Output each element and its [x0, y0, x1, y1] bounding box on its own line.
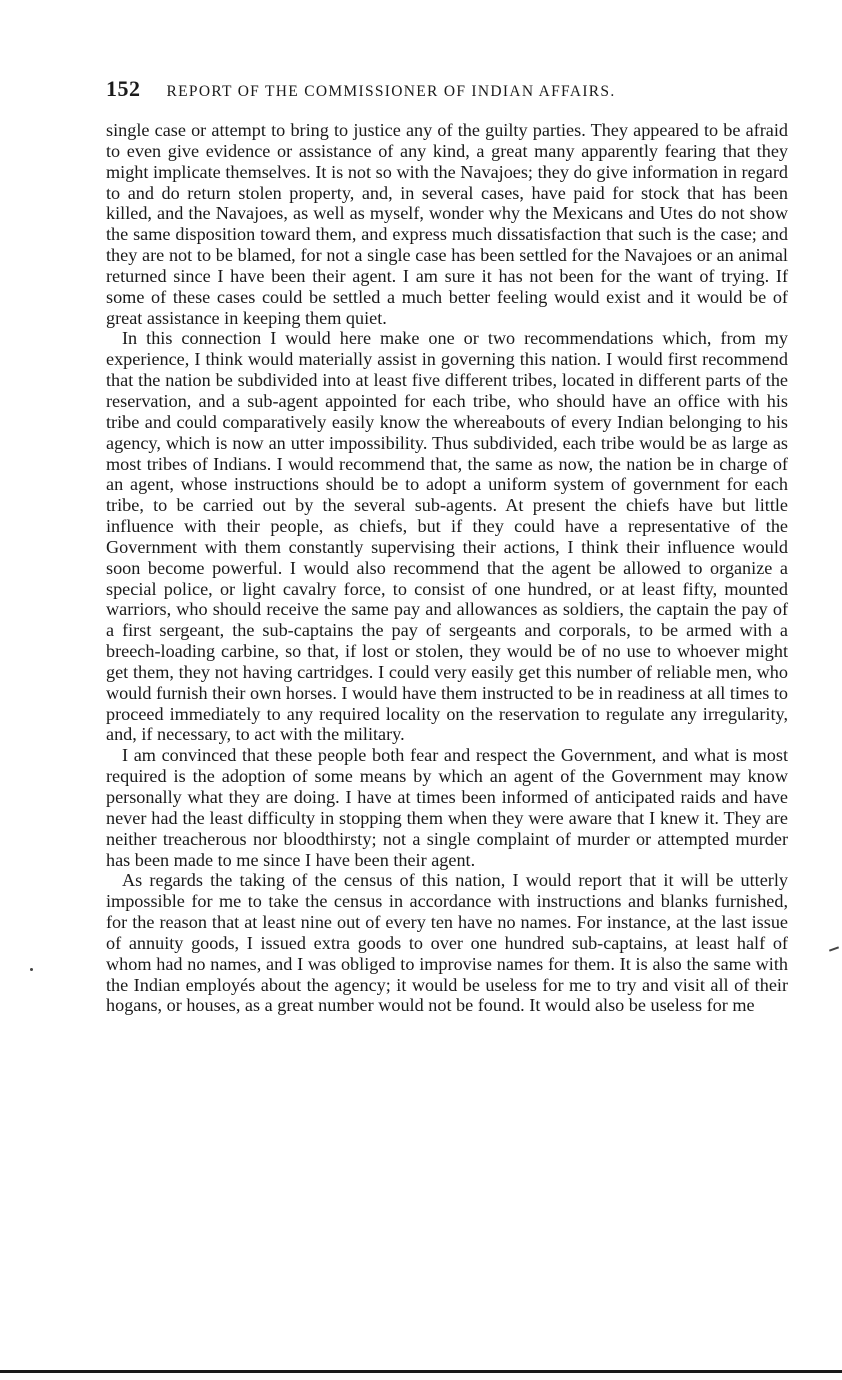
body-text — [106, 120, 788, 1016]
running-head: REPORT OF THE COMMISSIONER OF INDIAN AFFAIRS. — [166, 83, 616, 100]
paragraph-2: In this connection I would here make one or two recommendations which, from my experience, I think would materially assist in governing this nation. I would first recommend that the nation be subdivided into at least five different tribes, located in different parts of the reservation, and a sub-agent appointed for each tribe, who should have an office with his tribe and could comparatively easily know the whereabouts of every Indian belonging to his agency, which is now an utter impossibility. Thus subdivided, each tribe would be as large as most tribes of Indians. I would recommend that, the same as now, the nation be in charge of an agent, whose instructions should be to adopt a uniform system of government for each tribe, to be carried out by the several sub-agents. At present the chiefs have but little influence with their people, as chiefs, but if they could have a representative of the Government with them constantly supervising their actions, I think their influence would soon become powerful. I would also recommend that the agent be allowed to organize a special police, or light cavalry force, to consist of one hundred, or at least fifty, mounted warriors, who should receive the same pay and allowances as soldiers, the captain the pay of a first sergeant, the sub-captains the pay of sergeants and corporals, to be armed with a breech-loading carbine, so that, if lost or stolen, they would be of no use to whoever might get them, they not having cartridges. I could very easily get this number of reliable men, who would furnish their own horses. I would have them instructed to be in readiness at all times to proceed immediately to any required locality on the reservation to regulate any irregularity, and, if necessary, to act with the military. — [106, 328, 788, 745]
page-header — [106, 76, 786, 104]
margin-mark — [829, 946, 839, 951]
paragraph-4: As regards the taking of the census of this nation, I would report that it will be utterly impossible for me to take the census in accordance with instructions and blanks furnished, for the reason that at least nine out of every ten have no names. For instance, at the last issue of annuity goods, I issued extra goods to over one hundred sub-captains, at least half of whom had no names, and I was obliged to improvise names for them. It is also the same with the Indian employés about the agency; it would be useless for me to try and visit all of their hogans, or houses, as a great number would not be found. It would also be useless for me — [106, 870, 788, 1016]
paragraph-1: single case or attempt to bring to justice any of the guilty parties. They appeared to be afraid to even give evidence or assistance of any kind, a great many apparently fearing that they might implicate themselves. It is not so with the Navajoes; they do give information in regard to and do return stolen property, and, in several cases, have paid for stock that has been killed, and the Navajoes, as well as myself, wonder why the Mexicans and Utes do not show the same disposition toward them, and express much dissatisfaction that such is the case; and they are not to be blamed, for not a single case has been settled for the Navajoes or an animal returned since I have been their agent. I am sure it has not been for the want of trying. If some of these cases could be settled a much better feeling would exist and it would be of great assistance in keeping them quiet. — [106, 120, 788, 328]
margin-speck — [30, 968, 33, 971]
page-number: 152 — [106, 76, 141, 101]
page-bottom-edge — [0, 1370, 842, 1373]
paragraph-3: I am convinced that these people both fear and respect the Government, and what is most required is the adoption of some means by which an agent of the Government may know personally what they are doing. I have at times been informed of anticipated raids and have never had the least difficulty in stopping them when they were aware that I knew it. They are neither treacherous nor bloodthirsty; not a single complaint of murder or attempted murder has been made to me since I have been their agent. — [106, 745, 788, 870]
